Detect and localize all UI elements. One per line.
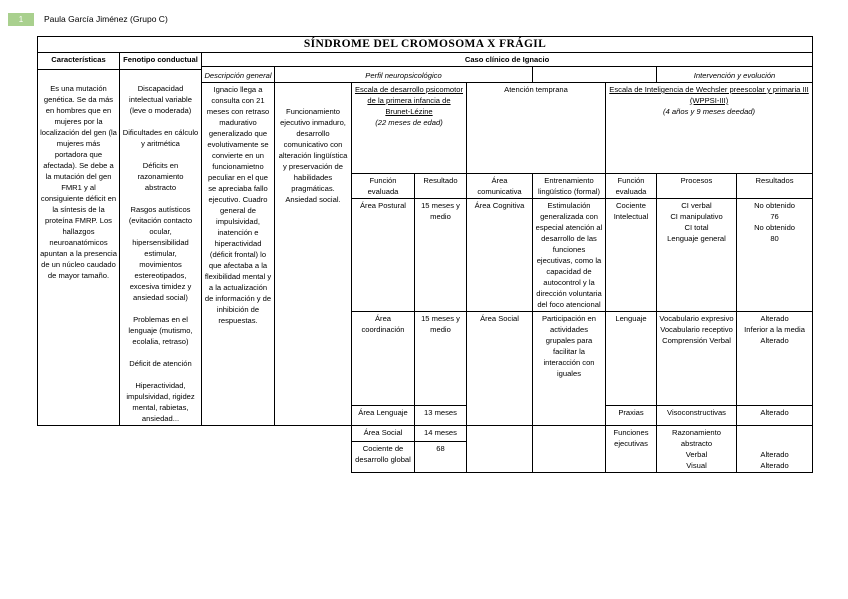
brunet-resultado: 15 meses y medio xyxy=(415,199,467,312)
caracteristicas-text: Es una mutación genética. Se da más en hombres que en mujeres por la localización del gen (la mujeres más portadora que afectada). Se debe a la mutación del gen FMR1 y al consiguiente déficit en la síntesis de la proteína FMRP. Los hallazgos neuroanatómicos apuntan a la presencia de un núcleo caudado de mayor tamaño. xyxy=(40,83,117,280)
perfil-text: Funcionamiento ejecutivo inmaduro, desarrollo comunicativo con alteración lingüística y preservación de habilidades pragmáticas. Ansiedad social. xyxy=(278,107,348,204)
brunet-title: Escala de desarrollo psicomotor de la primera infancia de Brunet-Lézine xyxy=(354,85,464,116)
header-caracteristicas: Características xyxy=(38,53,120,70)
atencion-area: Área Social xyxy=(467,312,533,425)
header-resultados: Resultados xyxy=(737,174,813,199)
wppsi-funcion: Cociente Intelectual xyxy=(606,199,657,312)
brunet-funcion: Área Postural xyxy=(352,199,415,312)
brunet-funcion: Área coordinación xyxy=(352,312,415,406)
caracteristicas-cell xyxy=(38,69,120,425)
header-perfil: Perfil neuropsicológico xyxy=(275,69,533,83)
wppsi-procesos: CI verbal CI manipulativo CI total Lenguaje general xyxy=(657,199,737,312)
brunet-header xyxy=(352,83,467,174)
header-intervencion: Intervención y evolución xyxy=(657,69,813,83)
fenotipo-text: Discapacidad intelectual variable (leve o moderada) Dificultades en cálculo y aritmética Déficits en razonamiento abstracto Rasgos autísticos (evitación contacto ocular, hipersensibilidad estimular, movimientos estereotipados, excesiva timidez y ansiedad social) Problemas en el lenguaje (mutismo, ecolalia, retraso) Déficit de atención Hiperactividad, impulsividad, rigidez mental, rabietas, ansiedad... xyxy=(122,83,199,423)
header-descripcion: Descripción general xyxy=(202,69,275,83)
fenotipo-cell xyxy=(120,69,202,425)
header-procesos: Procesos xyxy=(657,174,737,199)
header-caso-clinico: Caso clínico de Ignacio xyxy=(202,53,813,67)
wppsi-procesos: Vocabulario expresivo Vocabulario receptivo Comprensión Verbal xyxy=(657,312,737,406)
brunet-funcion: Cociente de desarrollo global xyxy=(352,442,415,472)
wppsi-resultados: Alterado Alterado xyxy=(737,425,813,472)
wppsi-funcion: Lenguaje xyxy=(606,312,657,406)
page-number: 1 xyxy=(8,13,34,26)
header-entrenamiento: Entrenamiento lingüístico (formal) xyxy=(533,174,606,199)
header-funcion: Función evaluada xyxy=(606,174,657,199)
wppsi-funcion: Praxias xyxy=(606,406,657,425)
brunet-funcion: Área Lenguaje xyxy=(352,406,415,425)
header-funcion-evaluada: Función evaluada xyxy=(352,174,415,199)
wppsi-procesos: Razonamiento abstracto Verbal Visual xyxy=(657,425,737,472)
wppsi-header xyxy=(606,83,813,174)
atencion-temprana-header: Atención temprana xyxy=(467,83,606,174)
wppsi-title: Escala de Inteligencia de Wechsler preescolar y primaria III (WPPSI-III) xyxy=(609,85,809,105)
wppsi-resultados: No obtenido 76 No obtenido 80 xyxy=(737,199,813,312)
wppsi-resultados: Alterado Inferior a la media Alterado xyxy=(737,312,813,406)
header-area-comunicativa: Área comunicativa xyxy=(467,174,533,199)
brunet-resultado: 68 xyxy=(415,442,467,472)
wppsi-funcion: Funciones ejecutivas xyxy=(606,425,657,472)
wppsi-procesos: Visoconstructivas xyxy=(657,406,737,425)
header-fenotipo: Fenotipo conductual xyxy=(120,53,202,70)
descripcion-text: Ignacio llega a consulta con 21 meses con retraso madurativo generalizado que evolutivamente se convierte en un funcionamietno peculiar en el que se apreciaba fallo ejecutivo. Cuadro general de impulsividad, inatención e hiperactividad (déficit frontal) lo que afectaba a la flexibilidad mental y a la actualización de información y de inhibición de respuestas. xyxy=(202,83,275,426)
perfil-cell xyxy=(275,83,352,426)
brunet-funcion: Área Social xyxy=(352,425,415,442)
wppsi-age: (4 años y 9 meses deedad) xyxy=(663,107,756,116)
atencion-area: Área Cognitiva xyxy=(467,199,533,312)
table-title: SÍNDROME DEL CROMOSOMA X FRÁGIL xyxy=(38,37,813,53)
brunet-age: (22 meses de edad) xyxy=(375,118,443,127)
brunet-resultado: 15 meses y medio xyxy=(415,312,467,406)
header-resultado: Resultado xyxy=(415,174,467,199)
atencion-entrenamiento: Estimulación generalizada con especial atención al desarrollo de las funciones ejecutivas, como la capacidad de autocontrol y la dirección voluntaria del foco atencional xyxy=(533,199,606,312)
page-header xyxy=(8,12,168,26)
brunet-resultado: 13 meses xyxy=(415,406,467,425)
brunet-resultado: 14 meses xyxy=(415,425,467,442)
syndrome-table xyxy=(37,36,813,473)
author-name: Paula García Jiménez (Grupo C) xyxy=(44,14,168,24)
atencion-entrenamiento: Participación en actividades grupales para facilitar la interacción con iguales xyxy=(533,312,606,425)
wppsi-resultados: Alterado xyxy=(737,406,813,425)
